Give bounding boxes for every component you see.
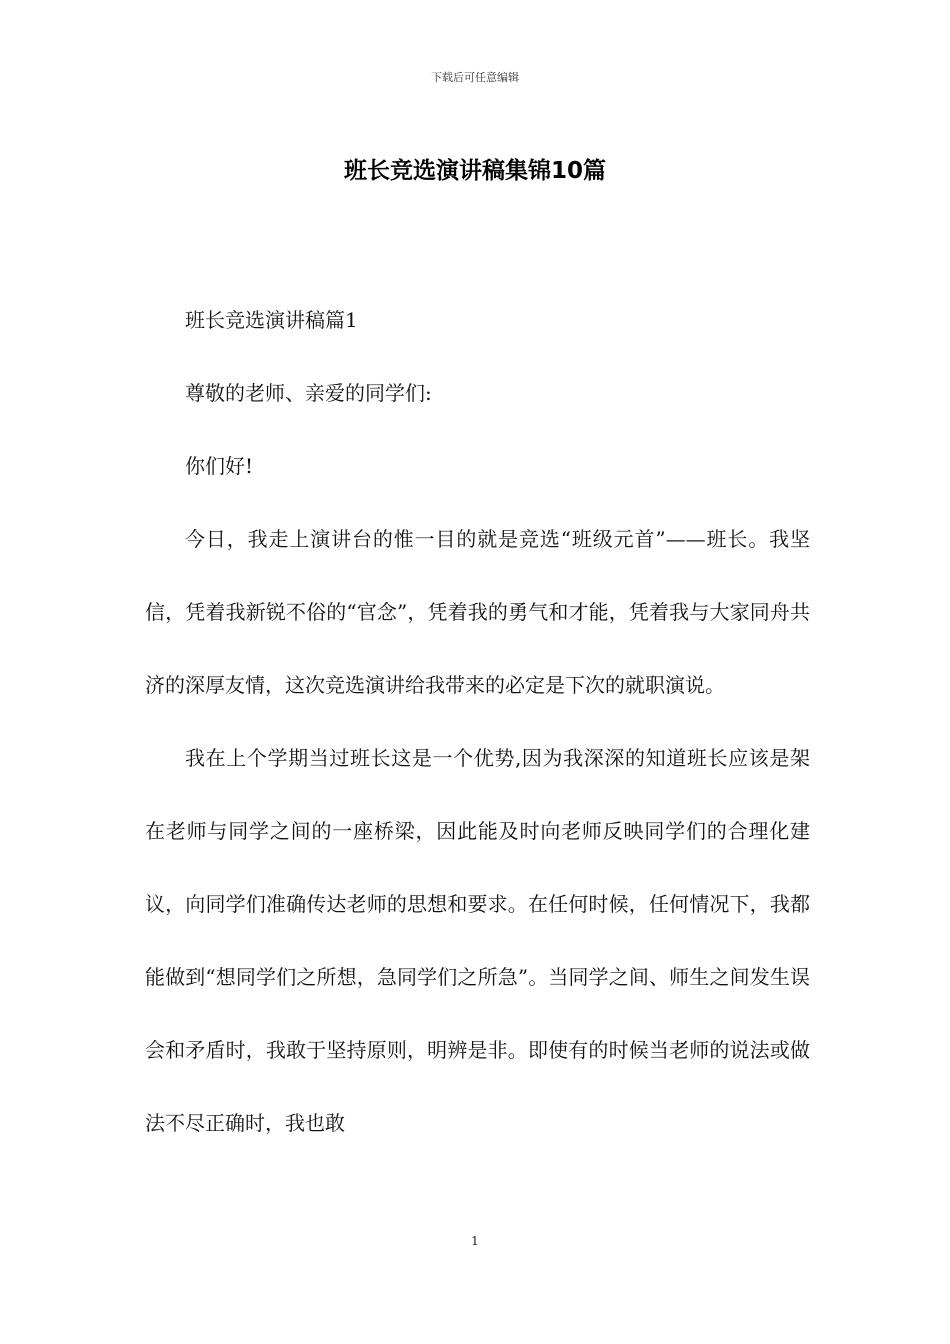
page-number: 1 xyxy=(471,1234,479,1248)
header-note: 下载后可任意编辑 xyxy=(431,71,519,84)
greeting: 你们好! xyxy=(185,454,254,478)
salutation: 尊敬的老师、亲爱的同学们: xyxy=(185,381,432,405)
document-title: 班长竞选演讲稿集锦10篇 xyxy=(343,158,606,184)
section-heading: 班长竞选演讲稿篇1 xyxy=(185,308,358,332)
body-paragraph: 我在上个学期当过班长这是一个优势,因为我深深的知道班长应该是架在老师与同学之间的一座桥梁，因此能及时向老师反映同学们的合理化建议，向同学们准确传达老师的思想和要求。在任何时候，任何情况下，我都能做到“想同学们之所想，急同学们之所急”。当同学之间、师生之间发生误会和矛盾时，我敢于坚持原则，明辨是非。即使有的时候当老师的说法或做法不尽正确时，我也敢 xyxy=(145,746,810,1135)
body-paragraph: 今日，我走上演讲台的惟一目的就是竞选“班级元首”——班长。我坚信，凭着我新锐不俗的“官念”，凭着我的勇气和才能，凭着我与大家同舟共济的深厚友情，这次竞选演讲给我带来的必定是下次的就职演说。 xyxy=(145,527,810,697)
document-body xyxy=(145,284,810,1160)
